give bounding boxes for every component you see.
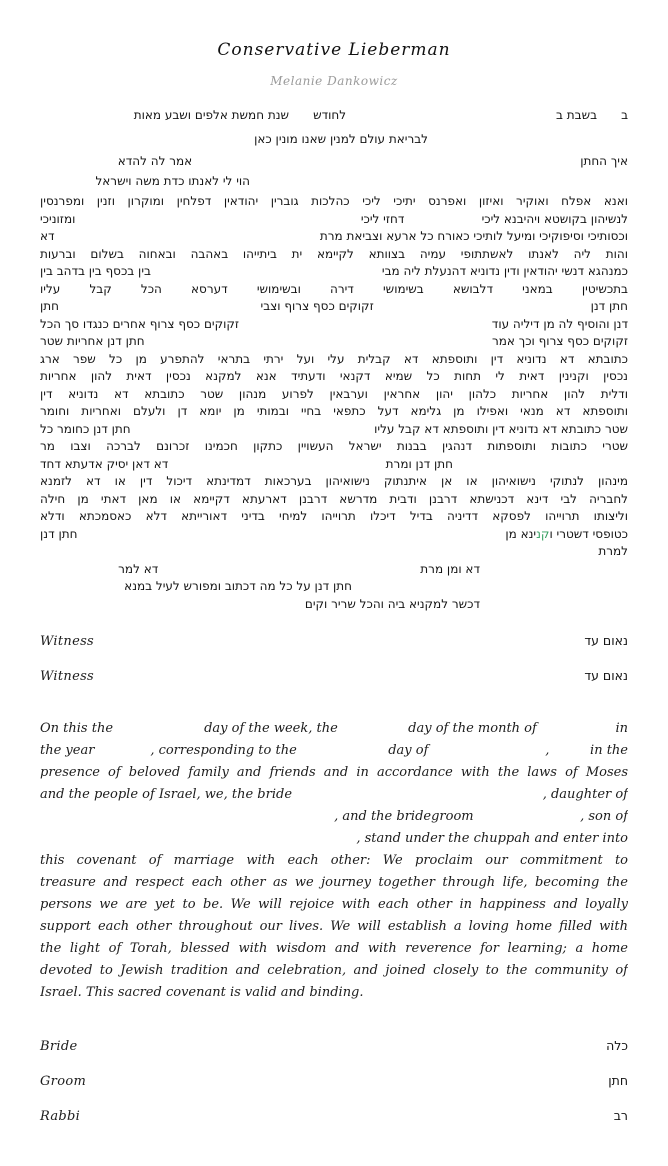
text-segment: דנן והוסיף לה מן דיליה עוד xyxy=(491,316,628,331)
text-segment: דא למר xyxy=(118,561,159,576)
justified-text-line: ותוספתא דא מנאי ואפילו מן גלימא דעל כתפאי בחיי ובמותי מן יומא דן ולעלם ואחריות וחומר xyxy=(40,404,628,418)
text-line xyxy=(40,596,628,614)
text-line xyxy=(40,298,628,316)
text-segment: ב xyxy=(621,108,628,122)
justified-text-line: the light of Torah, blessed with wisdom and with reverence for learning; a home xyxy=(40,941,628,956)
text-line xyxy=(40,106,628,125)
bride-label-he: כלה xyxy=(606,1038,628,1053)
blank-field xyxy=(40,841,356,842)
text-line xyxy=(40,172,628,191)
text-segment: חתן דנן xyxy=(590,299,628,313)
signature-row-bride xyxy=(40,1038,628,1056)
blank-field xyxy=(94,753,150,754)
text-line xyxy=(40,561,628,579)
text-segment: in xyxy=(615,721,628,736)
text-segment: כמנהגא דנשי יהודאין ודין נדוניא דהנעלת ליה מבי xyxy=(381,264,628,278)
text-segment: דא ומן מרת xyxy=(420,561,480,576)
witness-label-he: נאום עד xyxy=(584,668,628,683)
text-line xyxy=(40,421,628,439)
text-segment: דא xyxy=(40,229,55,243)
blank-field xyxy=(292,797,543,798)
text-line xyxy=(40,784,628,806)
text-segment: in the xyxy=(590,743,628,758)
blank-field xyxy=(374,309,591,310)
text-segment: the year xyxy=(40,743,95,758)
text-line xyxy=(40,333,628,351)
text-segment: לנשיהון בקושטא ויהיבנא ליכי xyxy=(481,211,628,226)
signature-row-rabbi xyxy=(40,1108,628,1126)
justified-text-line: בתכשיטין במאני דלבושא בשימושי דירה ובשימושי דערסא הכל קבל עליו xyxy=(40,281,628,296)
text-segment: זקוקים כסף צרוף וכך אמר xyxy=(491,334,628,348)
blank-field xyxy=(474,819,580,820)
hebrew-intro-section xyxy=(40,106,628,191)
text-segment: , stand under the chuppah and enter into xyxy=(356,831,628,846)
hebrew-body-section xyxy=(40,193,628,613)
blank-field xyxy=(158,572,420,573)
text-segment: day of the week, the xyxy=(204,721,338,736)
blank-field xyxy=(250,184,628,185)
text-segment: day of the month of xyxy=(408,721,537,736)
witness-label-he: נאום עד xyxy=(584,633,628,648)
text-segment: , xyxy=(545,743,550,758)
blank-field xyxy=(480,607,628,608)
blank-field xyxy=(549,753,590,754)
artist-name: Melanie Dankowicz xyxy=(270,74,398,88)
justified-text-line: נכסין וקנינין דאית לי תחות כל שמיא דקנאי ודעתיד אנא למקנא נכסין דאית להון אחריות xyxy=(40,369,628,383)
blank-field xyxy=(428,142,628,143)
blank-field xyxy=(346,118,556,119)
blank-field xyxy=(168,467,385,468)
text-segment: כטופסי דשטרי ו xyxy=(549,526,628,541)
text-segment: וכסותיכי וסיפוקיכי ומיעל לותיכי כאורח כל ארעא וצביאת מרת xyxy=(319,229,628,243)
text-segment: הוי לי לאנתו כדת משה וישראל xyxy=(95,174,250,188)
text-segment: זקוקים כסף צרוף וצבי xyxy=(260,299,374,313)
blank-field xyxy=(289,118,313,119)
text-line xyxy=(40,740,628,762)
text-segment: , son of xyxy=(580,809,628,824)
text-line xyxy=(40,806,628,828)
text-line xyxy=(40,228,628,246)
justified-text-line: וליצותו תרוייהו לפסקא דדיניה בדיל דיכלו תרוייהו למיחי בדיני דאורייתא דלא כאסמכתא ודלא xyxy=(40,509,628,523)
justified-text-line: persons we are yet to be. We will rejoice with each other in happiness and loyally xyxy=(40,897,628,912)
witness-label-en: Witness xyxy=(40,669,95,684)
blank-field xyxy=(55,239,320,240)
text-segment: ינא מן xyxy=(505,526,537,541)
justified-text-line: treasure and respect each other as we journey together through life, becoming the xyxy=(40,875,628,890)
text-line xyxy=(40,828,628,850)
blank-field xyxy=(428,753,545,754)
signature-row-groom xyxy=(40,1073,628,1091)
text-segment: חתן דנן על כל מה דכתוב ומפורש לעיל במנא xyxy=(124,579,352,593)
justified-text-line: מינהון לנתוקי נישואיהון או אן איתנתוק נישואיהון בערכאות דמדינתא דיכול דין או דא לזמנא xyxy=(40,474,628,488)
text-segment: שטר כתובתא דא נדוניא דין ותוספתא דא קבל עליו xyxy=(374,421,628,436)
text-line xyxy=(40,263,628,281)
witness-label-en: Witness xyxy=(40,634,95,649)
text-line xyxy=(40,543,628,561)
english-section xyxy=(40,718,628,1004)
text-segment: דא דאן יסיק אדעתא דחד xyxy=(40,456,169,471)
blank-field xyxy=(338,731,408,732)
blank-field xyxy=(537,731,616,732)
blank-field xyxy=(597,118,621,119)
justified-text-line: this covenant of marriage with each other: We proclaim our commitment to xyxy=(40,853,628,868)
text-segment: חתן דנן כחומר כל xyxy=(40,421,131,436)
text-segment: אמר לה להדא xyxy=(117,154,193,168)
text-segment: חתן xyxy=(40,299,59,313)
text-segment: איך החתן xyxy=(580,154,628,168)
blank-field xyxy=(131,432,375,433)
justified-text-line: לחבריה לבי דינא דכנישתא דרבנן ודבית מדרשא דרבנן דארעתא דקיימא או מאן דאתי מן חילה xyxy=(40,491,628,506)
blank-field xyxy=(59,309,261,310)
witness-row xyxy=(40,633,628,651)
text-segment: שנת חמשת אלפים ושבע מאות xyxy=(133,108,290,122)
blank-field xyxy=(113,731,204,732)
highlighted-text: קנ xyxy=(536,526,550,541)
blank-field xyxy=(239,327,492,328)
blank-field xyxy=(75,222,360,223)
text-segment: , and the bridegroom xyxy=(334,809,474,824)
blank-field xyxy=(404,222,481,223)
text-line xyxy=(40,316,628,334)
text-segment: לחודש xyxy=(313,108,347,122)
blank-field xyxy=(77,537,505,538)
text-segment: day of xyxy=(388,743,429,758)
text-segment: ומזוניכי xyxy=(40,211,76,226)
signature-section xyxy=(40,1038,628,1126)
text-line xyxy=(40,152,628,171)
text-segment: חתן דנן אחריות שטר xyxy=(40,334,145,348)
blank-field xyxy=(192,164,580,165)
rabbi-label-en: Rabbi xyxy=(40,1109,81,1124)
blank-field xyxy=(480,572,628,573)
text-line xyxy=(40,718,628,740)
justified-text-line: שטרי כתובות ותוספתות דנהגין בבנות ישראל העשויין כתקון חכמינו זכרונם לברכה וצבו מר xyxy=(40,439,628,453)
text-segment: זקוקים כסף צרוף אחרים כנגדו סך הכל xyxy=(40,316,240,331)
witness-section xyxy=(40,633,628,686)
text-segment: , daughter of xyxy=(542,787,628,802)
bride-label-en: Bride xyxy=(40,1039,78,1054)
text-segment: , corresponding to the xyxy=(150,743,297,758)
text-line xyxy=(40,130,628,149)
blank-field xyxy=(352,589,628,590)
justified-text-line: ודלית להון אחריות כלהון יהון אחראין וערבאין לפרוע מנהון שטר כתובתא דא נדוניא דין xyxy=(40,386,628,401)
text-segment: דחזי ליכי xyxy=(360,211,405,226)
justified-text-line: כתובתא דא נדוניא דין ותוספתא דא קבלית עלי ועל ירתי בתראי להתפרע מן כל שפר ארג xyxy=(40,351,628,366)
justified-text-line: ואנא אפלח ואוקיר ואיזון ואפרנס יתיכי ליכי כהלכות גוברין יהודאין דפלחין ומוקרון וזנין ומפרנסין xyxy=(40,194,628,208)
blank-field xyxy=(145,344,492,345)
blank-field xyxy=(453,467,628,468)
text-line xyxy=(40,456,628,474)
text-line xyxy=(40,211,628,229)
text-segment: בין בכסף בין בדהב בין xyxy=(40,264,151,278)
text-segment: למרת xyxy=(598,544,628,558)
text-segment: חתן דנן ומרת xyxy=(385,456,453,471)
blank-field xyxy=(297,753,388,754)
justified-text-line: והות ליה לאנתו לאשתתופי עמיה בצוותא לקיימא ית ביתייהו באהבה ובאחוה בשלום וברעות xyxy=(40,246,628,261)
text-segment: and the people of Israel, we, the bride xyxy=(40,787,293,802)
blank-field xyxy=(151,274,382,275)
text-line xyxy=(40,578,628,596)
groom-label-he: חתן xyxy=(608,1073,628,1088)
text-segment: בשבת ב xyxy=(556,108,598,122)
witness-row xyxy=(40,668,628,686)
blank-field xyxy=(40,819,334,820)
justified-text-line: support each other throughout our lives. We will establish a loving home filled with xyxy=(40,919,628,934)
text-segment: לבריאת עולם למנין שאנו מונין כאן xyxy=(254,132,428,146)
justified-text-line: devoted to Jewish tradition and celebration, and joined closely to the community of xyxy=(40,963,628,978)
text-segment: דכשר למקניא ביה והכל שריר וקים xyxy=(304,596,480,611)
document-title: Conservative Lieberman xyxy=(217,40,451,60)
text-segment: On this the xyxy=(40,721,114,736)
groom-label-en: Groom xyxy=(40,1074,87,1089)
text-segment: חתן דנן xyxy=(40,526,78,541)
rabbi-label-he: רב xyxy=(613,1108,628,1123)
text-line: Israel. This sacred covenant is valid and binding. xyxy=(40,985,364,1000)
text-line xyxy=(40,526,628,544)
justified-text-line: presence of beloved family and friends and in accordance with the laws of Moses xyxy=(40,765,628,780)
